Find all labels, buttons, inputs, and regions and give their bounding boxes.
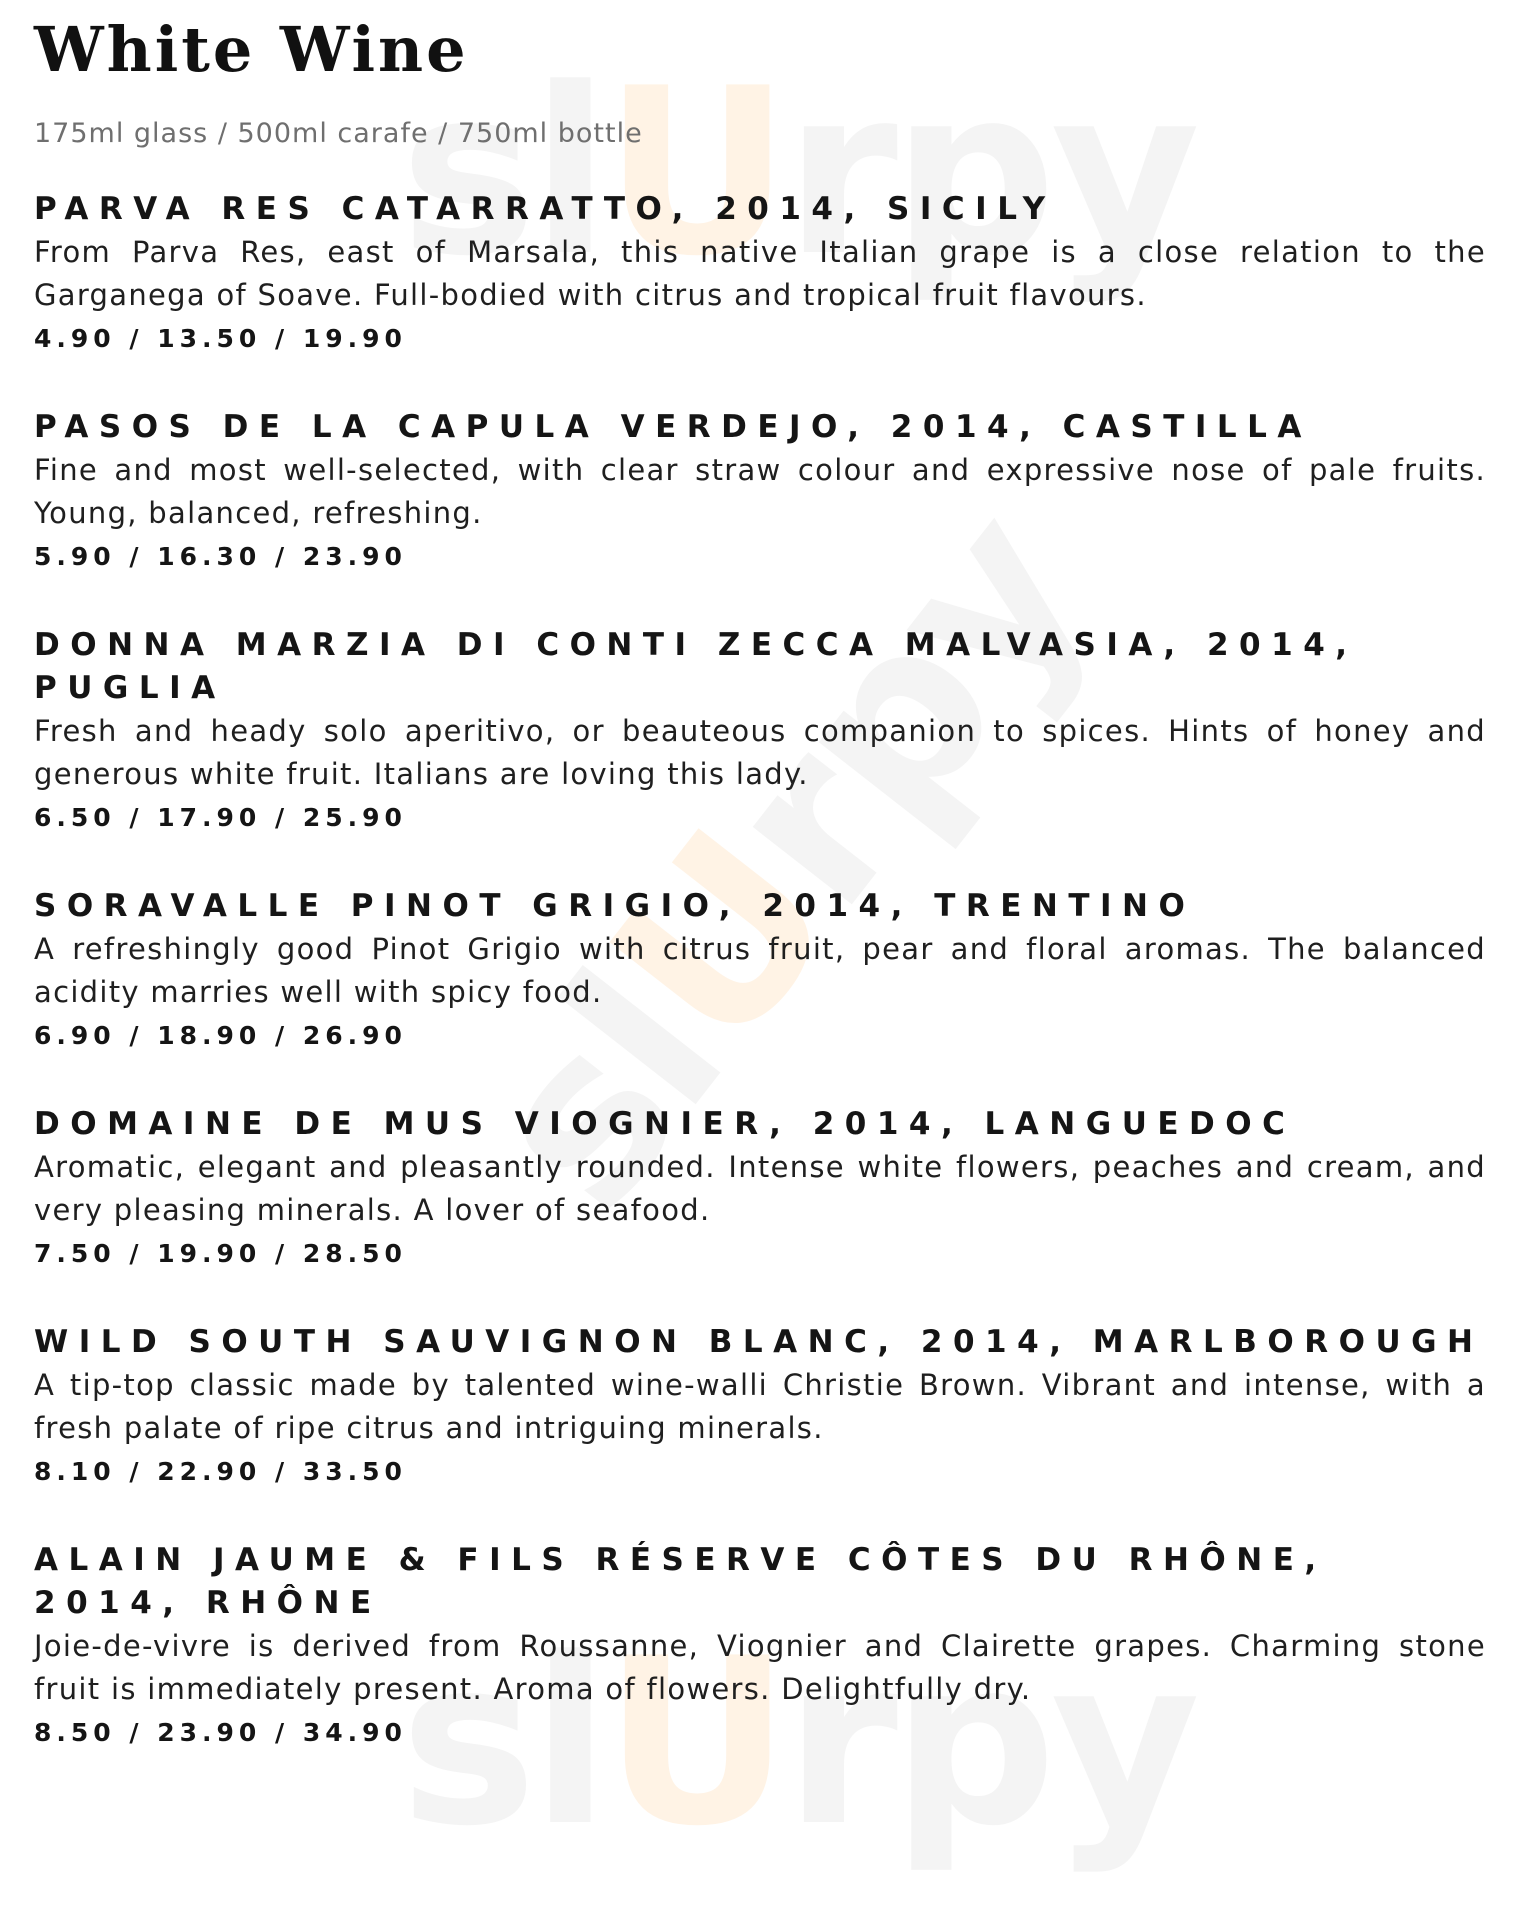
wine-prices: 8.10 / 22.90 / 33.50 (34, 1457, 407, 1486)
wine-item (34, 1321, 1486, 1493)
wine-description: Aromatic, elegant and pleasantly rounded. Intense white flowers, peaches and cream, and very pleasing minerals. A lover of seafood. (34, 1150, 1486, 1227)
wine-name: PARVA RES CATARRATTO, 2014, SICILY (34, 191, 1056, 227)
wine-prices: 5.90 / 16.30 / 23.90 (34, 542, 407, 571)
wine-description: A refreshingly good Pinot Grigio with citrus fruit, pear and floral aromas. The balanced acidity marries well with spicy food. (34, 932, 1486, 1009)
wine-item (34, 885, 1486, 1057)
wine-item (34, 188, 1486, 360)
wine-name: ALAIN JAUME & FILS RÉSERVE CÔTES DU RHÔNE, 2014, RHÔNE (34, 1542, 1327, 1621)
wine-prices: 4.90 / 13.50 / 19.90 (34, 324, 407, 353)
wine-name: PASOS DE LA CAPULA VERDEJO, 2014, CASTILLA (34, 409, 1312, 445)
wine-name: SORAVALLE PINOT GRIGIO, 2014, TRENTINO (34, 888, 1196, 924)
wine-description: Joie-de-vivre is derived from Roussanne, Viognier and Clairette grapes. Charming stone fruit is immediately present. Aroma of flowers. Delightfully dry. (34, 1629, 1486, 1706)
wine-name: DONNA MARZIA DI CONTI ZECCA MALVASIA, 2014, PUGLIA (34, 627, 1358, 706)
wine-name: DOMAINE DE MUS VIOGNIER, 2014, LANGUEDOC (34, 1106, 1296, 1142)
watermark-logo: U (603, 40, 785, 307)
wine-prices: 8.50 / 23.90 / 34.90 (34, 1718, 407, 1747)
wine-item (34, 1103, 1486, 1275)
wine-prices: 6.90 / 18.90 / 26.90 (34, 1021, 407, 1050)
wine-name: WILD SOUTH SAUVIGNON BLANC, 2014, MARLBOROUGH (34, 1324, 1484, 1360)
wine-description: Fresh and heady solo aperitivo, or beauteous companion to spices. Hints of honey and generous white fruit. Italians are loving this lady. (34, 714, 1486, 791)
wine-description: A tip-top classic made by talented wine-walli Christie Brown. Vibrant and intense, with a fresh palate of ripe citrus and intriguing minerals. (34, 1368, 1486, 1445)
wine-item (34, 406, 1486, 578)
wine-menu (34, 10, 1486, 1754)
watermark-logo: U (603, 1610, 785, 1877)
page-title: White Wine (34, 13, 469, 86)
serving-sizes: 175ml glass / 500ml carafe / 750ml bottle (34, 118, 643, 149)
wine-prices: 7.50 / 19.90 / 28.50 (34, 1239, 407, 1268)
wine-item (34, 1539, 1486, 1754)
watermark-logo: U (561, 789, 884, 1096)
wine-description: Fine and most well-selected, with clear straw colour and expressive nose of pale fruits. Young, balanced, refreshing. (34, 453, 1486, 530)
wine-item (34, 624, 1486, 839)
wine-prices: 6.50 / 17.90 / 25.90 (34, 803, 407, 832)
wine-description: From Parva Res, east of Marsala, this native Italian grape is a close relation to the Garganega of Soave. Full-bodied with citrus and tropical fruit flavours. (34, 235, 1486, 312)
